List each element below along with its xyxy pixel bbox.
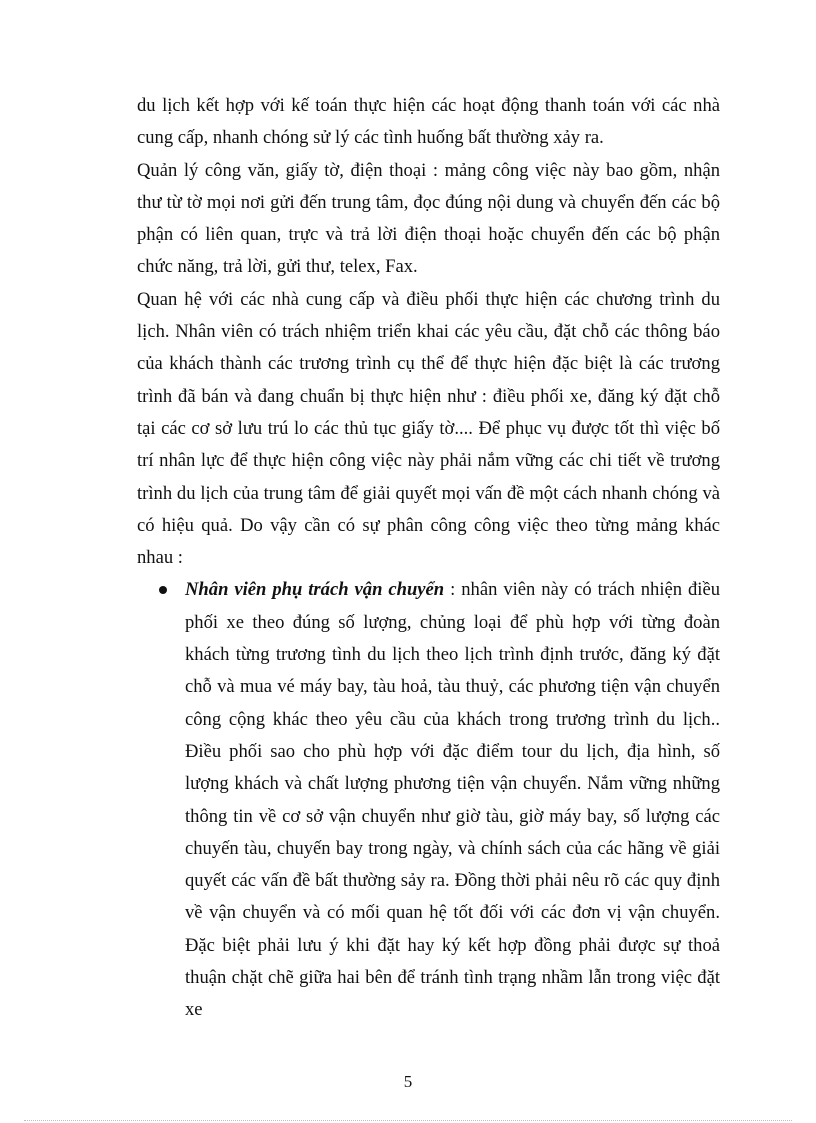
bullet-dot-icon <box>159 586 167 594</box>
paragraph-2: Quản lý công văn, giấy tờ, điện thoại : mảng công việc này bao gồm, nhận thư từ tờ mọi nơi gửi đến trung tâm, đọc đúng nội dung và chuyển đến các bộ phận có liên quan, trực và trả lời điện thoại hoặc chuyển đến các bộ phận chức năng, trả lời, gửi thư, telex, Fax. <box>137 159 720 278</box>
bullet-heading: Nhân viên phụ trách vận chuyển <box>185 579 445 601</box>
paragraph-1: du lịch kết hợp với kế toán thực hiện các hoạt động thanh toán với các nhà cung cấp, nhanh chóng sử lý các tình huống bất thường xảy ra. <box>137 95 720 149</box>
page-bottom-divider <box>24 1120 792 1121</box>
page-number: 5 <box>403 1072 413 1091</box>
bullet-text: : nhân viên này có trách nhiện điều phối xe theo đúng số lượng, chủng loại để phù hợp với từng đoàn khách từng trương tình du lịch theo lịch trình định trước, đăng ký đặt chỗ và mua vé máy bay, tàu hoả, tàu thuỷ, các phương tiện vận chuyển công cộng khác theo yêu cầu của khách trong trương trình du lịch.. Điều phối sao cho phù hợp với đặc điểm tour du lịch, địa hình, số lượng khách và chất lượng phương tiện vận chuyển. Nắm vững những thông tin về cơ sở vận chuyển như giờ tàu, giờ máy bay, số lượng các chuyến tàu, chuyến bay trong ngày, và chính sách của các hãng về giải quyết các vấn đề bất thường sảy ra. Đồng thời phải nêu rõ các quy định về vận chuyển và có mối quan hệ tốt đối với các đơn vị vận chuyển. Đặc biệt phải lưu ý khi đặt hay ký kết hợp đồng phải được sự thoả thuận chặt chẽ giữa hai bên để tránh tình trạng nhầm lẫn trong việc đặt xe <box>185 579 721 1021</box>
bullet-list <box>137 574 720 1026</box>
bullet-item-transport-staff <box>185 574 720 1026</box>
page-content <box>137 90 720 1027</box>
paragraph-3: Quan hệ với các nhà cung cấp và điều phối thực hiện các chương trình du lịch. Nhân viên có trách nhiệm triển khai các yêu cầu, đặt chỗ các thông báo của khách thành các trương trình cụ thể để thực hiện đặc biệt là các trương trình đã bán và đang chuẩn bị thực hiện như : điều phối xe, đăng ký đặt chỗ tại các cơ sở lưu trú lo các thủ tục giấy tờ.... Để phục vụ được tốt thì việc bố trí nhân lực để thực hiện công việc này phải nắm vững các chi tiết về trương trình du lịch của trung tâm để giải quyết mọi vấn đề một cách nhanh chóng và có hiệu quả. Do vậy cần có sự phân công công việc theo từng mảng khác nhau : <box>137 288 720 569</box>
